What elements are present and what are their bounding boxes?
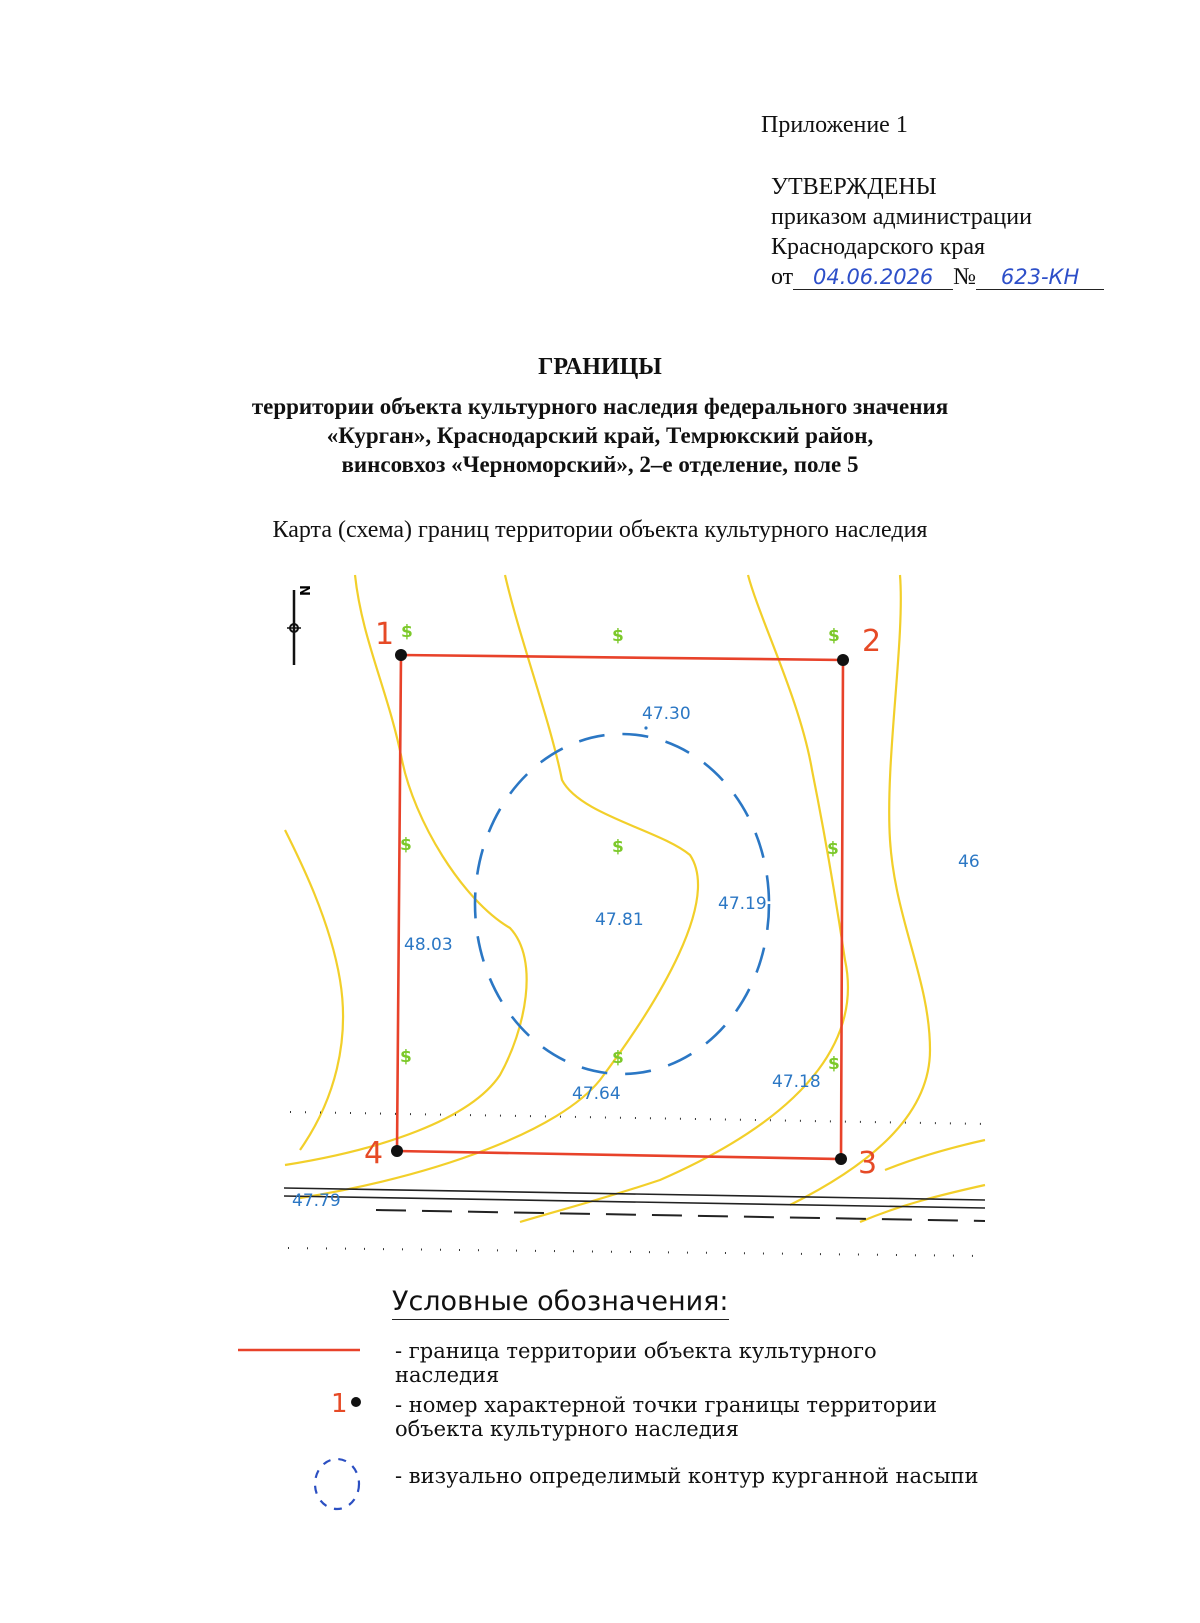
elevation-mark: 47.81 — [595, 910, 644, 930]
dotted-line — [290, 1112, 985, 1124]
legend-title: Условные обозначения: — [392, 1285, 729, 1320]
dotted-line — [288, 1248, 985, 1256]
vegetation-symbol: $ — [401, 622, 413, 642]
legend-item-boundary: - граница территории объекта культурного наследия — [395, 1339, 877, 1387]
legend-item-mound: - визуально определимый контур курганной насыпи — [395, 1464, 979, 1488]
vegetation-symbol: $ — [400, 835, 412, 855]
from-label: от — [771, 264, 794, 290]
legend-dashed-circle-icon — [315, 1459, 359, 1509]
vegetation-symbol: $ — [400, 1047, 412, 1067]
order-line-2: Краснодарского края — [771, 234, 986, 260]
document-title: ГРАНИЦЫ — [538, 354, 662, 380]
contour-line — [285, 575, 527, 1165]
vegetation-symbol: $ — [828, 1054, 840, 1074]
point-label-1: 1 — [375, 617, 395, 652]
vegetation-symbol: $ — [827, 839, 839, 859]
elevation-mark: 47.30 — [642, 704, 691, 724]
order-line-1: приказом администрации — [771, 204, 1032, 230]
number-label: № — [953, 264, 977, 290]
approved-label: УТВЕРЖДЕНЫ — [771, 174, 937, 200]
corner-point — [835, 1153, 847, 1165]
point-label-4: 4 — [364, 1136, 384, 1171]
contour-lines — [285, 575, 985, 1222]
corner-point — [391, 1145, 403, 1157]
elevation-mark: 47.64 — [572, 1084, 621, 1104]
north-arrow-icon — [287, 585, 311, 665]
vegetation-symbol: $ — [612, 626, 624, 646]
vegetation-symbol: $ — [612, 837, 624, 857]
legend-point-icon — [351, 1397, 361, 1407]
elevation-dot — [644, 726, 647, 729]
contour-line — [300, 575, 698, 1198]
elevation-mark: 47.79 — [292, 1191, 341, 1211]
appendix-label: Приложение 1 — [761, 112, 908, 138]
contour-line — [860, 1185, 985, 1222]
vegetation-symbol: $ — [612, 1048, 624, 1068]
contour-line — [790, 575, 930, 1205]
elevation-mark: 47.19 — [718, 894, 767, 914]
corner-point — [395, 649, 407, 661]
elevation-mark: 46 — [958, 852, 980, 872]
document-subtitle-line-2: «Курган», Краснодарский край, Темрюкский район, — [326, 423, 874, 448]
contour-line — [885, 1140, 985, 1170]
document-subtitle-line-1: территории объекта культурного наследия федерального значения — [251, 394, 949, 419]
corner-point — [837, 654, 849, 666]
point-label-3: 3 — [858, 1146, 878, 1181]
handwritten-number: 623-КН — [976, 265, 1104, 290]
elevation-mark: 48.03 — [404, 935, 453, 955]
map-caption: Карта (схема) границ территории объекта культурного наследия — [272, 517, 928, 543]
contour-line — [285, 830, 343, 1150]
elevation-mark: 47.18 — [772, 1072, 821, 1092]
document-subtitle-line-3: винсовхоз «Черноморский», 2–е отделение, поле 5 — [341, 452, 859, 477]
handwritten-date: 04.06.2026 — [793, 265, 953, 290]
legend-item-point: - номер характерной точки границы территории объекта культурного наследия — [395, 1393, 937, 1441]
legend-point-number: 1 — [331, 1389, 348, 1419]
contour-line — [520, 575, 848, 1222]
vegetation-symbol: $ — [828, 626, 840, 646]
north-label: N — [296, 585, 311, 596]
road-dashed-line — [376, 1210, 985, 1221]
point-label-2: 2 — [862, 624, 882, 659]
